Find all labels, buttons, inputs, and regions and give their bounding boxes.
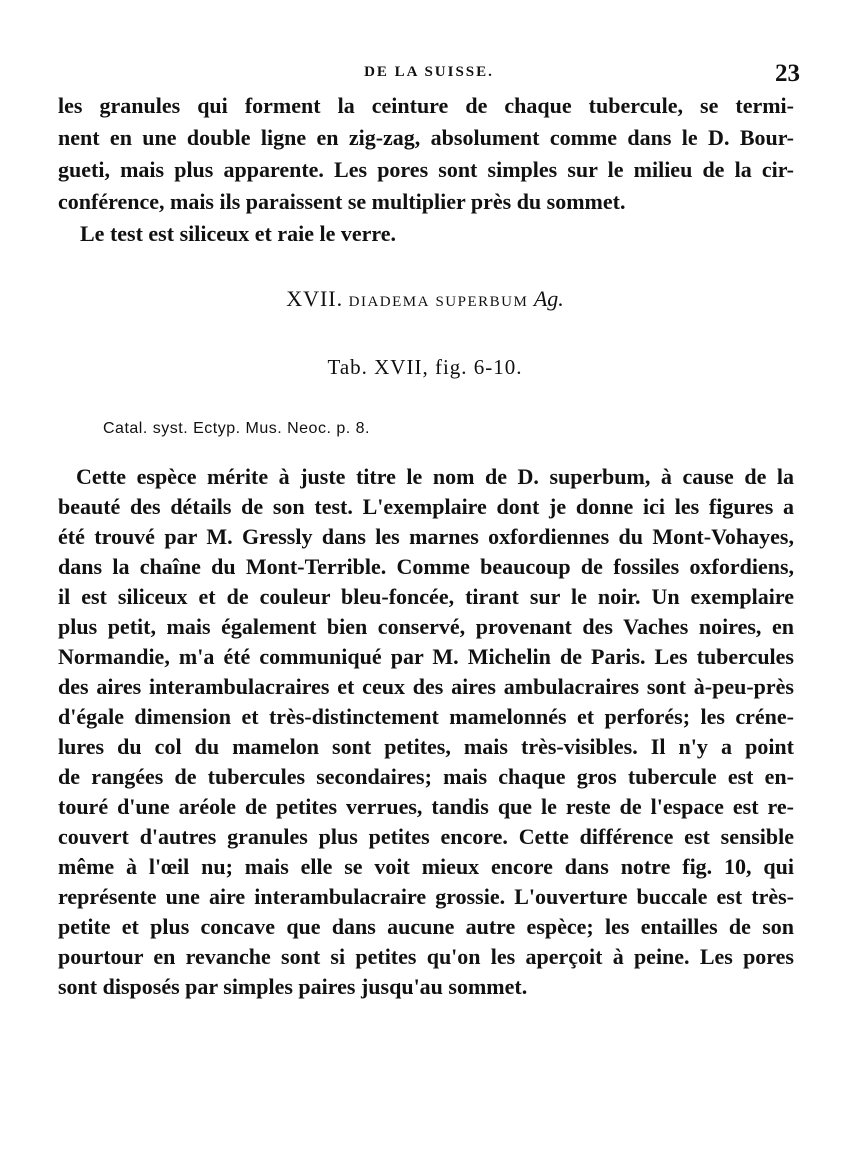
text-line: plus petit, mais également bien conservé, provenant des Vaches noires, en	[58, 614, 794, 639]
genus-name: DIADEMA	[348, 294, 430, 310]
species-heading	[0, 286, 850, 312]
plate-reference: Tab. XVII, fig. 6-10.	[327, 355, 523, 379]
text-line: couvert d'autres granules plus petites encore. Cette différence est sensible	[58, 824, 794, 849]
text-line: touré d'une aréole de petites verrues, tandis que le reste de l'espace est re-	[58, 794, 794, 819]
text-line: lures du col du mamelon sont petites, mais très-visibles. Il n'y a point	[58, 734, 794, 759]
text-line: pourtour en revanche sont si petites qu'on les aperçoit à peine. Les pores	[58, 944, 794, 969]
text-line: il est siliceux et de couleur bleu-foncée, tirant sur le noir. Un exemplaire	[58, 584, 794, 609]
text-line: Cette espèce mérite à juste titre le nom de D. superbum, à cause de la	[76, 464, 794, 489]
text-line: d'égale dimension et très-distinctement mamelonnés et perforés; les créne-	[58, 704, 794, 729]
running-head-title: DE LA SUISSE.	[364, 64, 494, 80]
species-name: SUPERBUM	[435, 294, 529, 310]
page-number: 23	[775, 60, 800, 87]
text-line: beauté des détails de son test. L'exemplaire dont je donne ici les figures a	[58, 494, 794, 519]
text-line: dans la chaîne du Mont-Terrible. Comme beaucoup de fossiles oxfordiens,	[58, 554, 794, 579]
catalogue-reference: Catal. syst. Ectyp. Mus. Neoc. p. 8.	[103, 420, 370, 437]
text-line: sont disposés par simples paires jusqu'au sommet.	[58, 974, 528, 999]
text-line: gueti, mais plus apparente. Les pores sont simples sur le milieu de la cir-	[58, 157, 794, 182]
text-line: conférence, mais ils paraissent se multiplier près du sommet.	[58, 189, 626, 214]
text-line: Le test est siliceux et raie le verre.	[80, 221, 397, 246]
text-line: Normandie, m'a été communiqué par M. Michelin de Paris. Les tubercules	[58, 644, 794, 669]
species-number: XVII.	[286, 286, 344, 311]
text-line: des aires interambulacraires et ceux des aires ambulacraires sont à-peu-près	[58, 674, 794, 699]
text-line: petite et plus concave que dans aucune autre espèce; les entailles de son	[58, 914, 794, 939]
text-line: les granules qui forment la ceinture de chaque tubercule, se termi-	[58, 93, 794, 118]
author-abbrev: Ag.	[533, 286, 564, 311]
running-head	[58, 60, 800, 88]
text-line: été trouvé par M. Gressly dans les marnes oxfordiennes du Mont-Vohayes,	[58, 524, 794, 549]
text-line: représente une aire interambulacraire grossie. L'ouverture buccale est très-	[58, 884, 794, 909]
text-line: même à l'œil nu; mais elle se voit mieux encore dans notre fig. 10, qui	[58, 854, 794, 879]
text-line: de rangées de tubercules secondaires; mais chaque gros tubercule est en-	[58, 764, 794, 789]
text-line: nent en une double ligne en zig-zag, absolument comme dans le D. Bour-	[58, 125, 794, 150]
